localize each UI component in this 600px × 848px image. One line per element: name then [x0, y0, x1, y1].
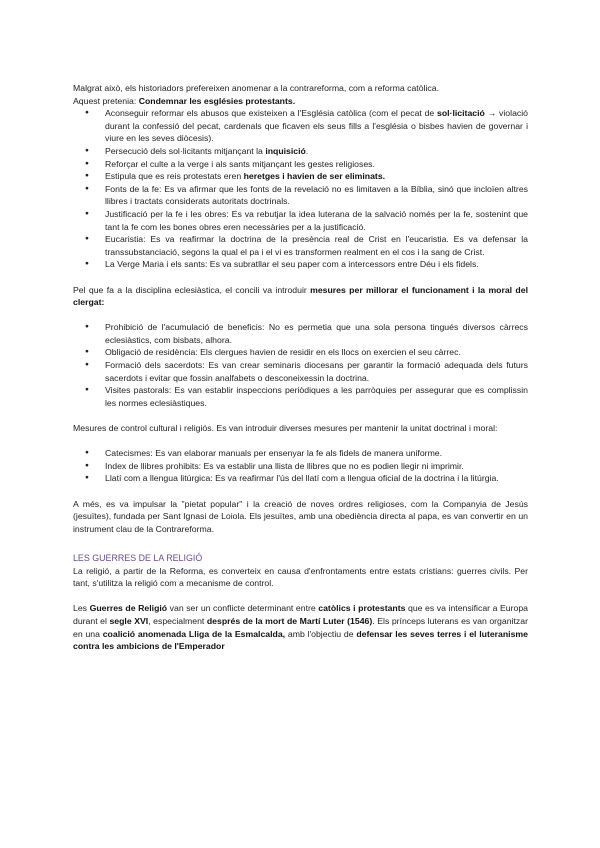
- intro-paragraph: [73, 82, 528, 107]
- list-item: ● Fonts de la fe: Es va afirmar que les fonts de la revelació no es limitaven a la Bíblia, sinó que incloïen altres llibres i tractats considerats autoritats doctrinals.: [85, 183, 528, 208]
- list-item: ● Estipula que es reis protestats eren heretges i havien de ser eliminats.: [85, 170, 528, 183]
- list-item: ● Catecismes: Es van elaborar manuals per ensenyar la fe als fidels de manera uniforme.: [85, 447, 528, 460]
- list-item: ● Persecució dels sol·licitants mitjançant la inquisició.: [85, 145, 528, 158]
- list-item: ● Formació dels sacerdots: Es van crear seminaris diocesans per garantir la formació adequada dels futurs sacerdots i evitar que fossin analfabets o desconeixessin la doctrina.: [85, 359, 528, 384]
- intro-bold: Condemnar les esglésies protestants.: [138, 95, 296, 106]
- cultural-list: [73, 447, 528, 485]
- condemn-list: [73, 107, 528, 271]
- jesuits-paragraph: A més, es va impulsar la "pietat popular" i la creació de noves ordres religioses, com la Companyia de Jesús (jesuïtes), fundada per Sant Ignasi de Loiola. Els jesuïtes, amb una obediència directa al papa, es van convertir en un instrument clau de la Contrareforma.: [73, 498, 528, 534]
- cultural-paragraph: Mesures de control cultural i religiós. Es van introduir diverses mesures per mantenir la unitat doctrinal i moral:: [73, 423, 498, 434]
- wars-paragraph: Les Guerres de Religió van ser un conflicte determinant entre catòlics i protestants que es va intensificar a Europa durant el segle XVI, especialment després de la mort de Martí Luter (1546). Els prínceps luterans es van organitzar en una coalició anomenada Lliga de la Esmalcalda, amb l'objectiu de defensar les seves terres i el luteranisme contra les ambicions de l'Emperador: [73, 603, 528, 652]
- discipline-list: [73, 321, 528, 409]
- intro-line-2: Aquest pretenia:: [73, 95, 139, 106]
- list-item: ● Eucaristia: Es va reafirmar la doctrina de la presència real de Crist en l'eucaristia. Es va defensar la transsubstanciació, segons la qual el pa i el vi es transformen realment en el cos i la sang de Crist.: [85, 233, 528, 258]
- section-heading: LES GUERRES DE LA RELIGIÓ: [73, 552, 203, 563]
- section-intro-paragraph: La religió, a partir de la Reforma, es converteix en causa d'enfrontaments entre estats cristians: guerres civils. Per tant, s'utilitza la religió com a mecanisme de control.: [73, 565, 528, 589]
- intro-line-1: Malgrat això, els historiadors prefereixen anomenar a la contrareforma, com a reforma catòlica.: [73, 83, 440, 93]
- list-item: ● Prohibició de l'acumulació de beneficis: No es permetia que una sola persona tingués diversos càrrecs eclesiàstics, com bisbats, alhora.: [85, 321, 528, 346]
- list-item: ● Reforçar el culte a la verge i als sants mitjançant les gestes religioses.: [85, 158, 528, 171]
- list-item: ● Obligació de residència: Els clergues havien de residir en els llocs on exercien el seu càrrec.: [85, 346, 528, 359]
- list-item: ● La Verge Maria i els sants: Es va subratllar el seu paper com a intercessors entre Déu i els fidels.: [85, 258, 528, 271]
- list-item: ● Index de llibres prohibits: Es va establir una llista de llibres que no es podien llegir ni imprimir.: [85, 460, 528, 473]
- list-item: ● Justificació per la fe i les obres: Es va rebutjar la idea luterana de la salvació només per la fe, sostenint que tant la fe com les bones obres eren necessàries per a la justificació.: [85, 208, 528, 233]
- document-page: [73, 82, 528, 653]
- list-item: ● Aconseguir reformar els abusos que existeixen a l'Església catòlica (com el pecat de sol·licitació → violació durant la confessió del pecat, cardenals que ficaven els seus fills a l'església o bisbes havien de governar i viure en les seves diòcesis).: [85, 107, 528, 145]
- list-item: ● Visites pastorals: Es van establir inspeccions periòdiques a les parròquies per assegurar que es complissin les normes eclesiàstiques.: [85, 384, 528, 409]
- discipline-paragraph: Pel que fa a la disciplina eclesiàstica, el concili va introduir mesures per millorar el funcionament i la moral del clergat:: [73, 284, 528, 308]
- list-item: ● Llatí com a llengua litúrgica: Es va reafirmar l'ús del llatí com a llengua oficial de la doctrina i la litúrgia.: [85, 472, 528, 485]
